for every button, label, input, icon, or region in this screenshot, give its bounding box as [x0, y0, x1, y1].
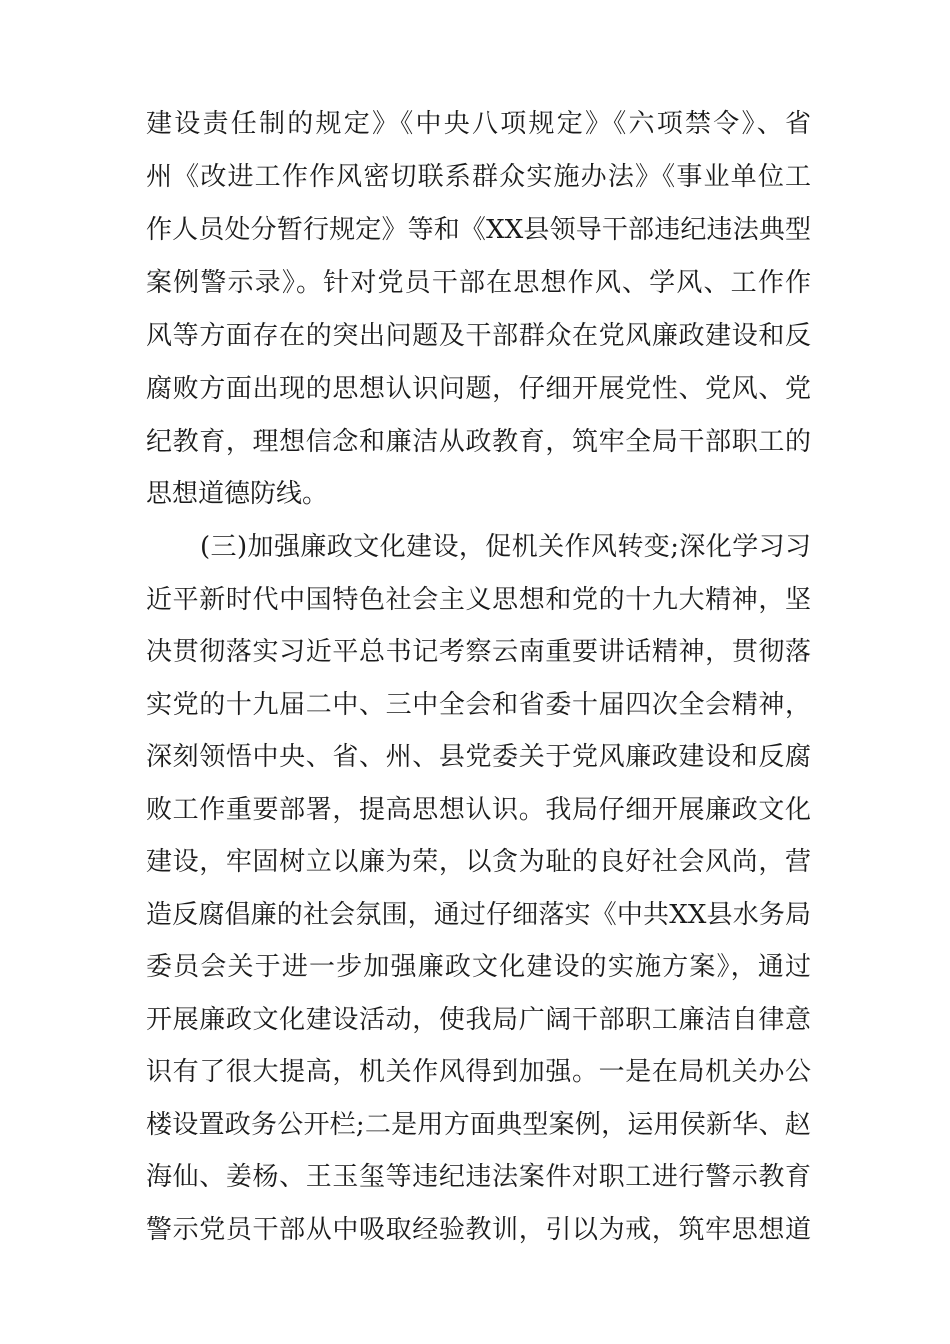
text-line: 作人员处分暂行规定》等和《XX县领导干部违纪违法典型 — [146, 215, 812, 245]
text-line: 决贯彻落实习近平总书记考察云南重要讲话精神，贯彻落 — [146, 637, 812, 667]
text-line: 实党的十九届二中、三中全会和省委十届四次全会精神， — [146, 690, 812, 720]
text-line: 建设责任制的规定》《中央八项规定》《六项禁令》、省 — [146, 109, 814, 139]
text-line: 海仙、姜杨、王玉玺等违纪违法案件对职工进行警示教育 — [146, 1162, 812, 1192]
text-line: 深刻领悟中央、省、州、县党委关于党风廉政建设和反腐 — [146, 742, 812, 772]
text-line: 州《改进工作作风密切联系群众实施办法》《事业单位工 — [146, 162, 813, 192]
text-line: 纪教育，理想信念和廉洁从政教育，筑牢全局干部职工的 — [146, 427, 812, 457]
text-line: 思想道德防线。 — [146, 479, 329, 509]
text-line: 警示党员干部从中吸取经验教训，引以为戒，筑牢思想道 — [146, 1215, 812, 1245]
text-line: 委员会关于进一步加强廉政文化建设的实施方案》，通过 — [146, 952, 813, 982]
text-line: 近平新时代中国特色社会主义思想和党的十九大精神，坚 — [146, 585, 812, 615]
text-line: 败工作重要部署，提高思想认识。我局仔细开展廉政文化 — [146, 795, 812, 825]
text-line: 造反腐倡廉的社会氛围，通过仔细落实《中共XX县水务局 — [146, 900, 812, 930]
text-line: 识有了很大提高，机关作风得到加强。一是在局机关办公 — [146, 1057, 812, 1087]
text-line: 案例警示录》。针对党员干部在思想作风、学风、工作作 — [146, 268, 813, 298]
text-line: 开展廉政文化建设活动，使我局广阔干部职工廉洁自律意 — [146, 1005, 812, 1035]
text-line: 建设，牢固树立以廉为荣，以贪为耻的良好社会风尚，营 — [146, 847, 812, 877]
text-line: 腐败方面出现的思想认识问题，仔细开展党性、党风、党 — [146, 374, 812, 404]
text-line: 楼设置政务公开栏;二是用方面典型案例，运用侯新华、赵 — [146, 1110, 812, 1140]
text-line: (三)加强廉政文化建设，促机关作风转变;深化学习习 — [200, 532, 812, 562]
text-line: 风等方面存在的突出问题及干部群众在党风廉政建设和反 — [146, 321, 812, 351]
